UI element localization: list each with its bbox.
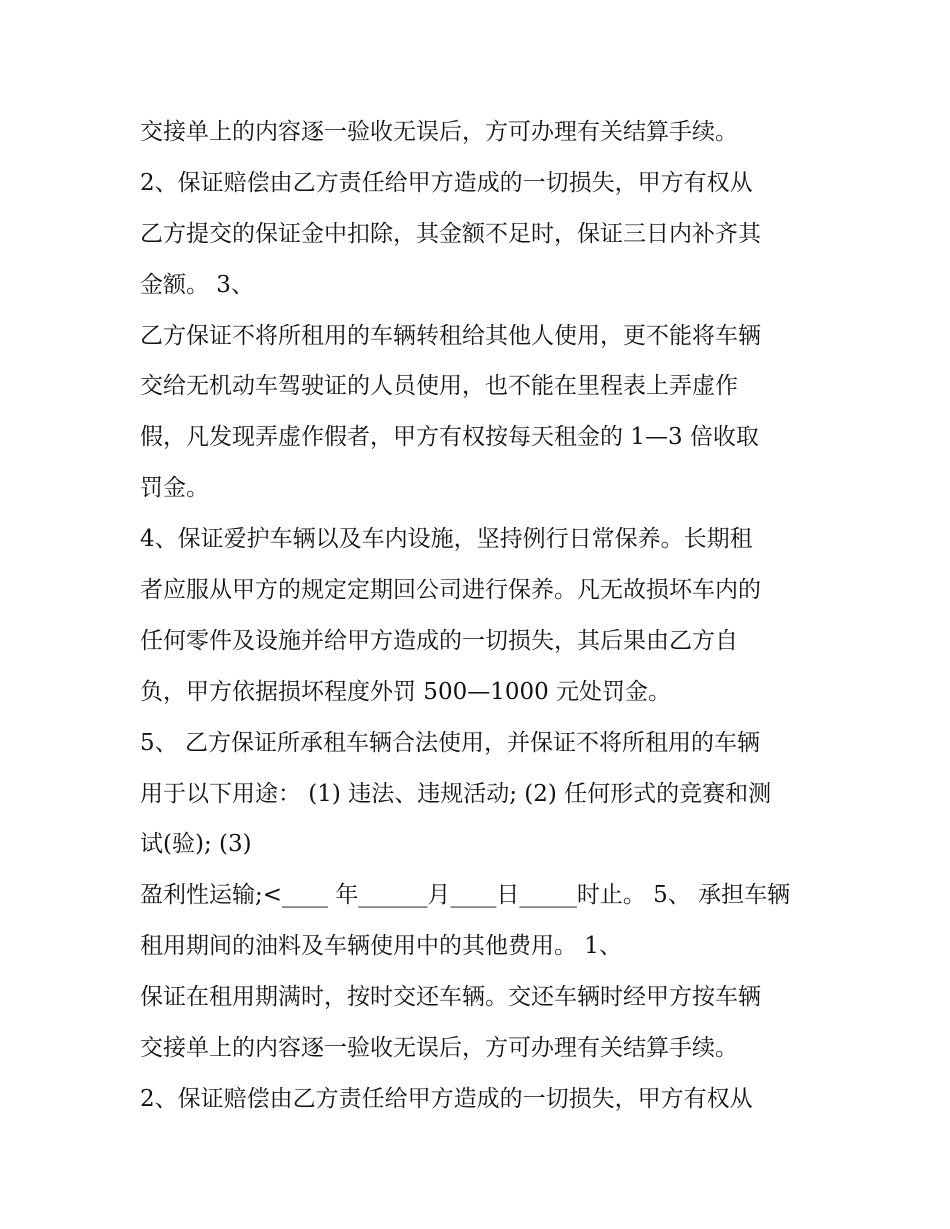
document-body: [140, 107, 820, 1125]
text-line: 盈利性运输;<____ 年______月____日_____时止。 5、 承担车辆: [140, 882, 791, 909]
text-line: 试(验); (3): [140, 831, 252, 858]
text-line: 交给无机动车驾驶证的人员使用，也不能在里程表上弄虚作: [140, 373, 738, 400]
text-line: 任何零件及设施并给甲方造成的一切损失，其后果由乙方自: [140, 627, 738, 654]
text-line: 乙方保证不将所租用的车辆转租给其他人使用，更不能将车辆: [140, 322, 761, 349]
text-line: 乙方提交的保证金中扣除，其金额不足时，保证三日内补齐其: [140, 220, 761, 247]
text-line: 假，凡发现弄虚作假者，甲方有权按每天租金的 1—3 倍收取: [140, 424, 759, 451]
text-line: 负，甲方依据损坏程度外罚 500—1000 元处罚金。: [140, 678, 672, 705]
text-line: 2、保证赔偿由乙方责任给甲方造成的一切损失，甲方有权从: [140, 1085, 753, 1112]
text-line: 租用期间的油料及车辆使用中的其他费用。 1、: [140, 933, 622, 960]
text-line: 5、 乙方保证所承租车辆合法使用，并保证不将所租用的车辆: [140, 729, 760, 756]
text-line: 用于以下用途： (1) 违法、违规活动; (2) 任何形式的竞赛和测: [140, 780, 772, 807]
text-line: 金额。 3、: [140, 271, 254, 298]
text-line: 保证在租用期满时，按时交还车辆。交还车辆时经甲方按车辆: [140, 984, 761, 1011]
text-line: 交接单上的内容逐一验收无误后，方可办理有关结算手续。: [140, 1035, 738, 1062]
text-line: 2、保证赔偿由乙方责任给甲方造成的一切损失，甲方有权从: [140, 169, 753, 196]
text-line: 罚金。: [140, 475, 209, 502]
text-line: 4、保证爱护车辆以及车内设施，坚持例行日常保养。长期租: [140, 526, 753, 553]
text-line: 者应服从甲方的规定定期回公司进行保养。凡无故损坏车内的: [140, 577, 761, 604]
text-line: 交接单上的内容逐一验收无误后，方可办理有关结算手续。: [140, 119, 738, 145]
